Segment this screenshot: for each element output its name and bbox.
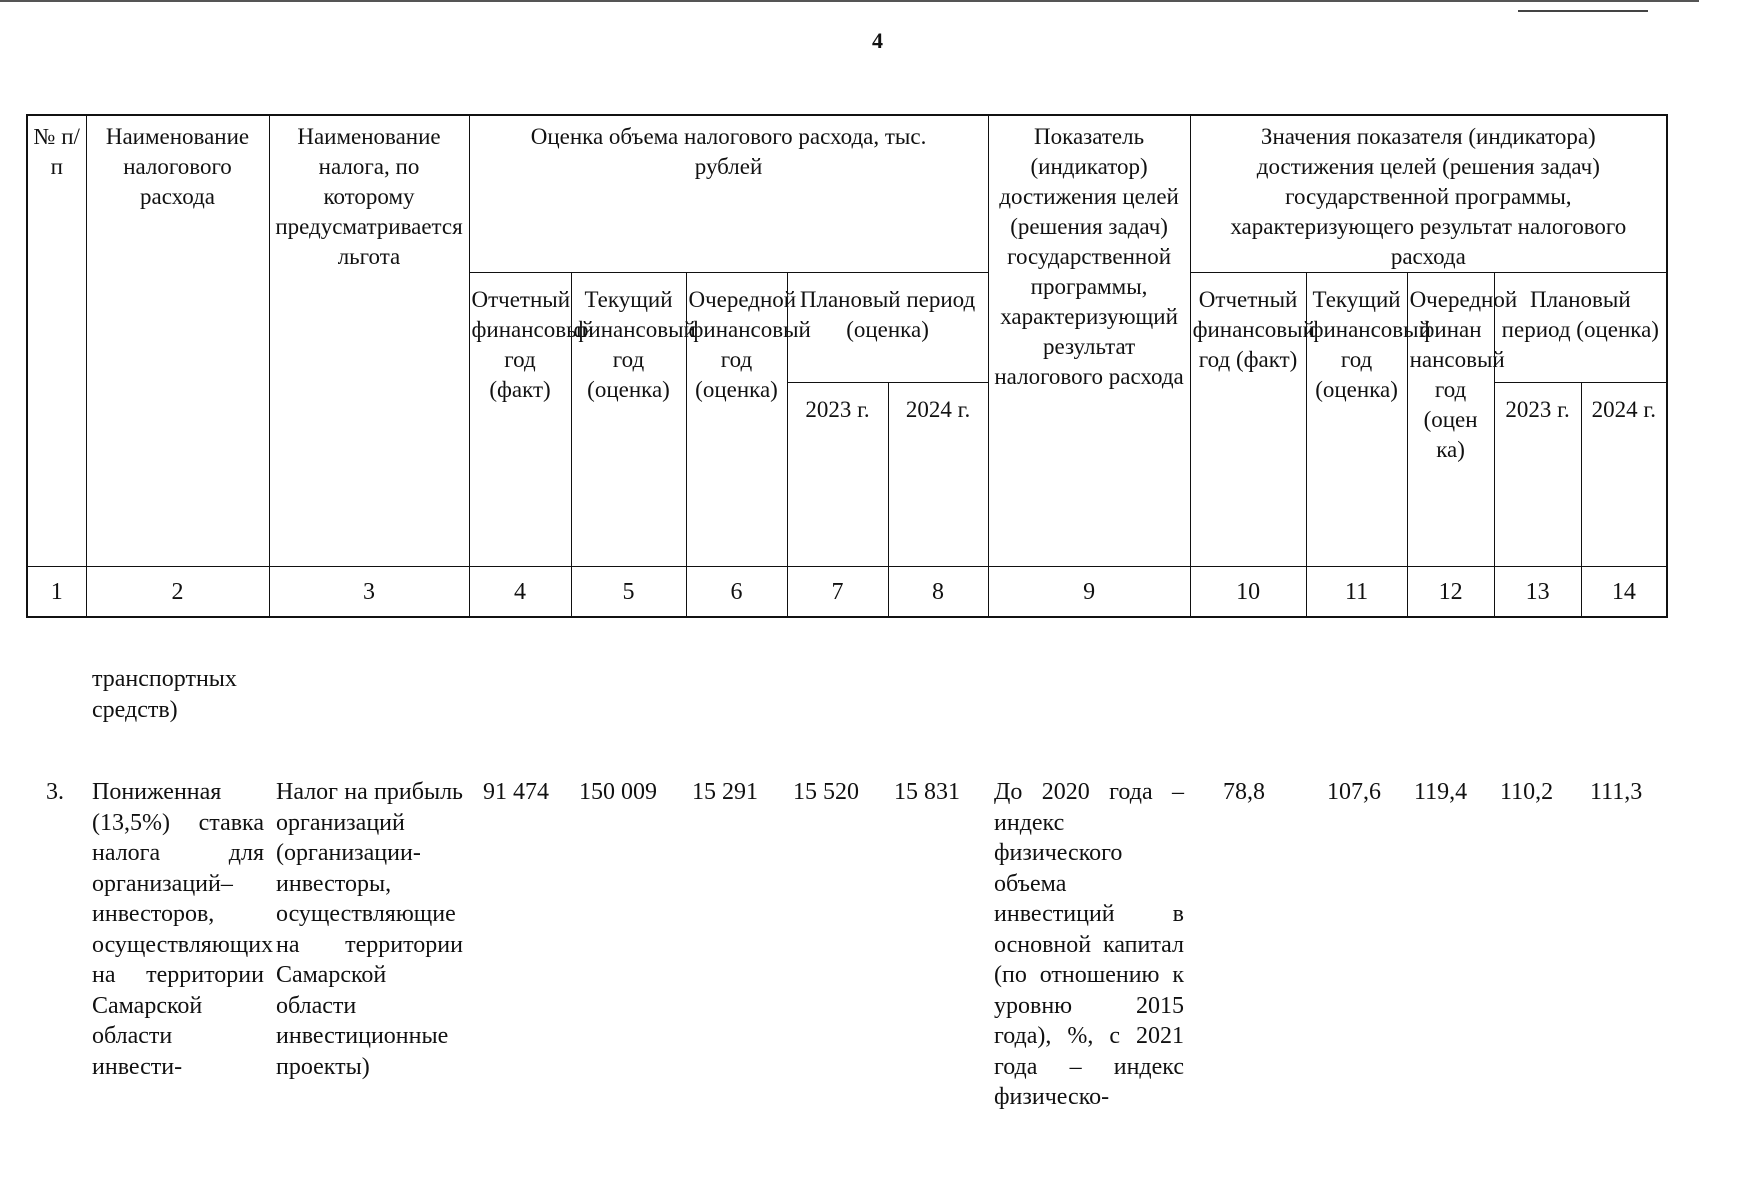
row-volume-current: 150 009 <box>579 779 657 805</box>
col-number: 7 <box>787 567 888 618</box>
col-number: 8 <box>888 567 988 618</box>
corner-mark <box>1518 10 1648 12</box>
col-number: 12 <box>1407 567 1494 618</box>
row-volume-2023: 15 520 <box>793 779 859 805</box>
header-vol-reported: Отчетный финансовый год (факт) <box>469 273 571 567</box>
header-volume-group: Оценка объема налогового расхода, тыс. рублей <box>469 115 988 273</box>
col-number: 3 <box>269 567 469 618</box>
col-number: 2 <box>86 567 269 618</box>
header-values-group: Значения показателя (индикатора) достижения целей (решения задач) государственной программы, характеризующего результат налогового расхода <box>1190 115 1667 273</box>
col-number: 6 <box>686 567 787 618</box>
header-vol-planned: Плановый период (оценка) <box>787 273 988 383</box>
row-expense-name: Пониженная (13,5%) ставка налога для организаций–инвесторов, осуществляющих на территории Самарской области инвести- <box>92 779 274 1080</box>
row-value-next: 119,4 <box>1414 779 1468 805</box>
header-indicator: Показатель (индикатор) достижения целей (решения задач) государственной программы, характеризующий результат налогового расхода <box>988 115 1190 567</box>
header-vol-2024: 2024 г. <box>888 383 988 567</box>
header-number: № п/п <box>27 115 86 567</box>
page-top-border <box>0 0 1699 2</box>
header-val-planned: Плановый период (оценка) <box>1494 273 1667 383</box>
row-volume-2024: 15 831 <box>894 779 960 805</box>
header-vol-next: Очередной финансовый год (оценка) <box>686 273 787 567</box>
header-val-2023: 2023 г. <box>1494 383 1581 567</box>
header-val-next: Очередной финан нансовый год (оцен ка) <box>1407 273 1494 567</box>
row-value-2024: 111,3 <box>1590 779 1643 805</box>
header-vol-current: Текущий финансовый год (оценка) <box>571 273 686 567</box>
row-value-2023: 110,2 <box>1500 779 1554 805</box>
col-number: 10 <box>1190 567 1306 618</box>
row-number: 3. <box>46 779 64 805</box>
row-tax-name: Налог на прибыль организаций (организации-инвесторы, осуществляющие на территории Самарской области инвестиционные проекты) <box>276 779 463 1080</box>
header-val-current: Текущий финансовый год (оценка) <box>1306 273 1407 567</box>
tax-expense-header-table <box>26 114 1668 618</box>
col-number: 11 <box>1306 567 1407 618</box>
col-number: 9 <box>988 567 1190 618</box>
row-volume-reported: 91 474 <box>483 779 549 805</box>
row-indicator: До 2020 года – индекс физического объема инвестиций в основной капитал (по отношению к уровню 2015 года), %, с 2021 года – индекс физическо- <box>994 779 1184 1110</box>
page-number: 4 <box>872 28 883 53</box>
row-value-current: 107,6 <box>1327 779 1381 805</box>
col-number: 5 <box>571 567 686 618</box>
header-tax-name: Наименование налога, по которому предусматривается льгота <box>269 115 469 567</box>
header-val-reported: Отчетный финансовый год (факт) <box>1190 273 1306 567</box>
col-number: 13 <box>1494 567 1581 618</box>
header-val-2024: 2024 г. <box>1581 383 1667 567</box>
col-number: 14 <box>1581 567 1667 618</box>
col-number: 1 <box>27 567 86 618</box>
row-value-reported: 78,8 <box>1223 779 1265 805</box>
header-expense-name: Наименование налогового расхода <box>86 115 269 567</box>
col-number: 4 <box>469 567 571 618</box>
continuation-text: транспортных средств) <box>92 666 237 723</box>
row-volume-next: 15 291 <box>692 779 758 805</box>
header-vol-2023: 2023 г. <box>787 383 888 567</box>
